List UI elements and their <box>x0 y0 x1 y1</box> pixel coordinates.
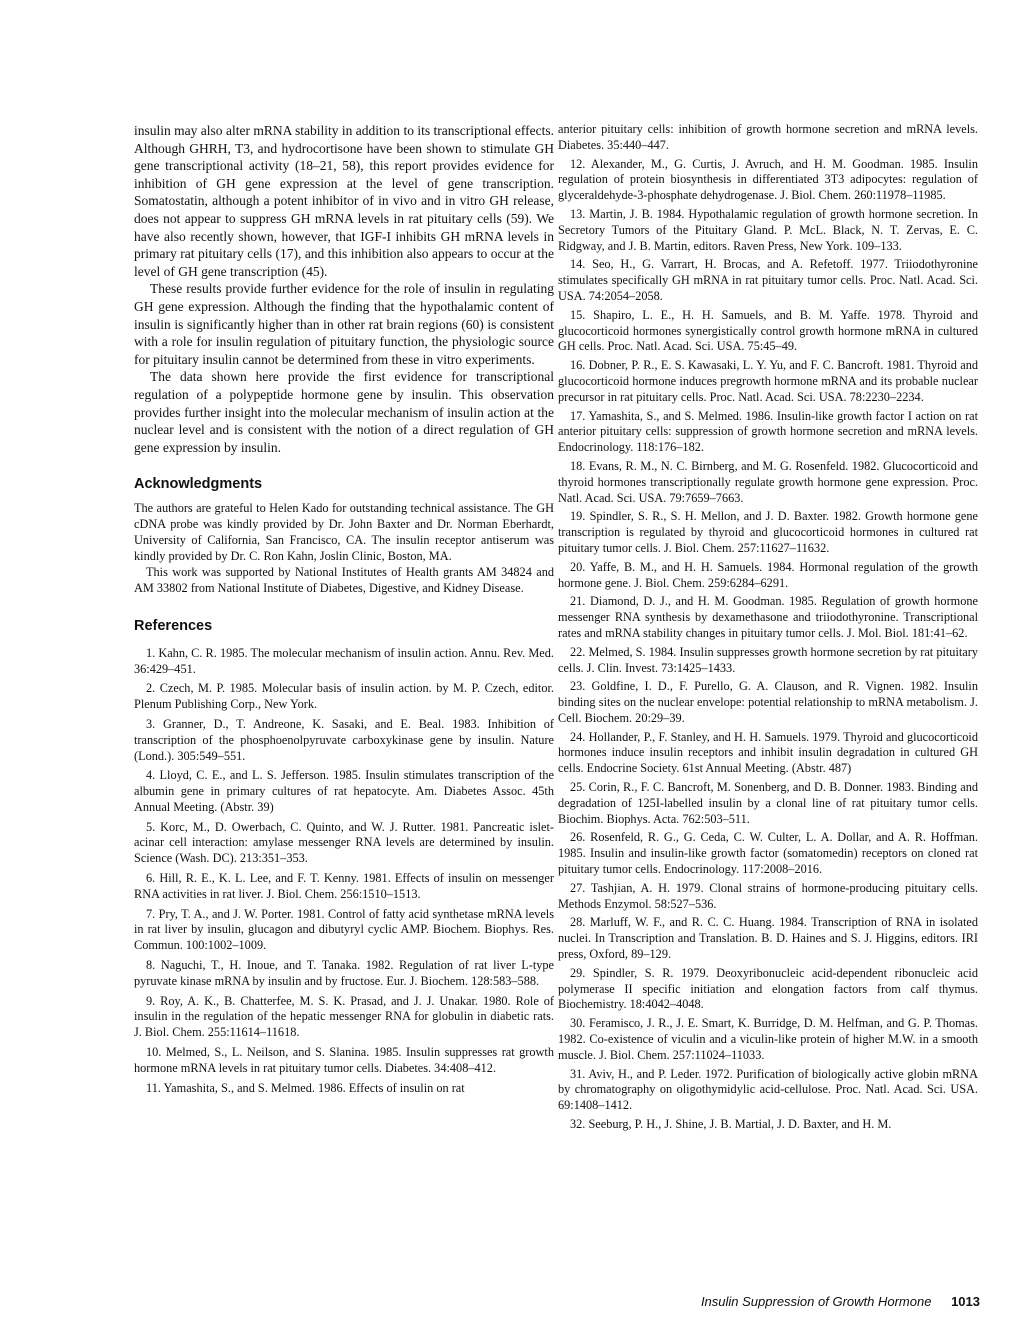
acknowledgments-paragraph-2: This work was supported by National Institutes of Health grants AM 34824 and AM 33802 from National Institute of Diabetes, Digestive, and Kidney Disease. <box>134 564 554 595</box>
reference-item: 13. Martin, J. B. 1984. Hypothalamic regulation of growth hormone secretion. In Secretory Tumors of the Pituitary Gland. P. McL. Black, N. T. Zervas, E. C. Ridgway, and J. B. Martin, editors. Raven Press, New York. 109–133. <box>558 206 978 253</box>
reference-item: 8. Naguchi, T., H. Inoue, and T. Tanaka. 1982. Regulation of rat liver L-type pyruvate kinase mRNA by insulin and by fructose. Eur. J. Biochem. 128:583–588. <box>134 958 554 988</box>
reference-item: 27. Tashjian, A. H. 1979. Clonal strains of hormone-producing pituitary cells. Methods Enzymol. 58:527–536. <box>558 880 978 911</box>
reference-item: 17. Yamashita, S., and S. Melmed. 1986. Insulin-like growth factor I action on rat anterior pituitary cells: suppression of growth hormone secretion and mRNA levels. Endocrinology. 118:176–182. <box>558 408 978 455</box>
reference-item: 7. Pry, T. A., and J. W. Porter. 1981. Control of fatty acid synthetase mRNA levels in rat liver by insulin, glucagon and dibutyryl cyclic AMP. Biochem. Biophys. Res. Commun. 100:1002–1009. <box>134 906 554 953</box>
reference-item: 24. Hollander, P., F. Stanley, and H. H. Samuels. 1979. Thyroid and glucocorticoid hormones induce insulin receptors and inhibit insulin degradation in cultured GH cells. Endocrine Society. 61st Annual Meeting. (Abstr. 487) <box>558 729 978 776</box>
reference-item: 3. Granner, D., T. Andreone, K. Sasaki, and E. Beal. 1983. Inhibition of transcription of the phosphoenolpyruvate carboxykinase gene by insulin. Nature (Lond.). 305:549–551. <box>134 716 554 763</box>
acknowledgments-heading: Acknowledgments <box>134 476 263 493</box>
reference-item: 1. Kahn, C. R. 1985. The molecular mechanism of insulin action. Annu. Rev. Med. 36:429–451. <box>134 645 554 676</box>
reference-continuation: anterior pituitary cells: inhibition of growth hormone secretion and mRNA levels. Diabetes. 35:440–447. <box>558 122 978 152</box>
reference-item: 30. Feramisco, J. R., J. E. Smart, K. Burridge, D. M. Helfman, and G. P. Thomas. 1982. Co-existence of viculin and a viculin-like protein of higher M.W. in a smooth muscle. J. Biol. Chem. 257:11024–11033. <box>558 1016 978 1062</box>
reference-item: 4. Lloyd, C. E., and L. S. Jefferson. 1985. Insulin stimulates transcription of the albumin gene in primary cultures of rat hepatocyte. Am. Diabetes Assoc. 45th Annual Meeting. (Abstr. 39) <box>134 768 554 814</box>
reference-item: 14. Seo, H., G. Varrart, H. Brocas, and A. Refetoff. 1977. Triiodothyronine stimulates specifically GH mRNA in rat pituitary tumor cells. Proc. Natl. Acad. Sci. USA. 74:2054–2058. <box>558 257 978 303</box>
reference-item: 21. Diamond, D. J., and H. M. Goodman. 1985. Regulation of growth hormone messenger RNA synthesis by dexamethasone and triiodothyronine. Transcriptional rates and mRNA stability changes in pituitary tumor cells. J. Mol. Biol. 181:41–62. <box>558 594 978 640</box>
reference-item: 10. Melmed, S., L. Neilson, and S. Slanina. 1985. Insulin suppresses rat growth hormone mRNA levels in rat pituitary tumor cells. Diabetes. 34:408–412. <box>134 1045 554 1075</box>
reference-item: 29. Spindler, S. R. 1979. Deoxyribonucleic acid-dependent ribonucleic acid polymerase II specific initiation and elongation factors from calf thymus. Biochemistry. 18:4042–4048. <box>558 965 978 1012</box>
reference-item: 26. Rosenfeld, R. G., G. Ceda, C. W. Culter, L. A. Dollar, and A. R. Hoffman. 1985. Insulin and insulin-like growth factor (somatomedin) receptors on cloned rat pituitary tumor cells. Endocrinology. 117:2008–2016. <box>558 830 978 877</box>
reference-item: 15. Shapiro, L. E., H. H. Samuels, and B. M. Yaffe. 1978. Thyroid and glucocorticoid hormones synergistically control growth hormone mRNA in cultured GH cells. Proc. Natl. Acad. Sci. USA. 75:45–49. <box>558 307 978 354</box>
right-column <box>558 122 978 1133</box>
reference-item: 2. Czech, M. P. 1985. Molecular basis of insulin action. by M. P. Czech, editor. Plenum Publishing Corp., New York. <box>134 681 554 712</box>
reference-item: 23. Goldfine, I. D., F. Purello, G. A. Clauson, and R. Vignen. 1982. Insulin binding sites on the nuclear envelope: potential relationship to mRNA metabolism. J. Cell. Biochem. 20:29–39. <box>558 679 978 725</box>
reference-item: 16. Dobner, P. R., E. S. Kawasaki, L. Y. Yu, and F. C. Bancroft. 1981. Thyroid and glucocorticoid hormone induces pregrowth hormone mRNA and its probable nuclear precursor in rat pituitary cells. Proc. Natl. Acad. Sci. USA. 78:2230–2234. <box>558 358 978 404</box>
reference-item: 18. Evans, R. M., N. C. Birnberg, and M. G. Rosenfeld. 1982. Glucocorticoid and thyroid hormones transcriptionally regulate growth hormone gene expression. Proc. Natl. Acad. Sci. USA. 79:7659–7663. <box>558 458 978 505</box>
reference-item: 20. Yaffe, B. M., and H. H. Samuels. 1984. Hormonal regulation of the growth hormone gene. J. Biol. Chem. 259:6284–6291. <box>558 559 978 590</box>
page-footer <box>701 1294 980 1309</box>
reference-item: 5. Korc, M., D. Owerbach, C. Quinto, and W. J. Rutter. 1981. Pancreatic islet-acinar cell interaction: amylase messenger RNA levels are determined by insulin. Science (Wash. DC). 213:351–353. <box>134 819 554 866</box>
reference-item: 9. Roy, A. K., B. Chatterfee, M. S. K. Prasad, and J. J. Unakar. 1980. Role of insulin in the regulation of the hepatic messenger RNA for globulin in diabetic rats. J. Biol. Chem. 255:11614–11618. <box>134 993 554 1040</box>
body-paragraph-2: These results provide further evidence for the role of insulin in regulating GH gene expression. Although the finding that the hypothalamic content of insulin is significantly higher than in other rat brain regions (60) is consistent with a role for insulin regulation of pituitary function, the physiologic source for pituitary insulin cannot be determined from these in vitro experiments. <box>134 281 554 367</box>
acknowledgments-paragraph-1: The authors are grateful to Helen Kado for outstanding technical assistance. The GH cDNA probe was kindly provided by Dr. John Baxter and Dr. Norman Eberhardt, University of California, San Francisco, CA. The insulin receptor antiserum was kindly provided by Dr. C. Ron Kahn, Joslin Clinic, Boston, MA. <box>134 501 554 563</box>
reference-item: 28. Marluff, W. F., and R. C. C. Huang. 1984. Transcription of RNA in isolated nuclei. In Transcription and Translation. B. D. Haines and S. J. Higgins, editors. IRI press, Oxford, 89–129. <box>558 915 978 962</box>
reference-item: 31. Aviv, H., and P. Leder. 1972. Purification of biologically active globin mRNA by chromatography on oligothymidylic acid-cellulose. Proc. Natl. Acad. Sci. USA. 69:1408–1412. <box>558 1066 978 1113</box>
reference-item: 22. Melmed, S. 1984. Insulin suppresses growth hormone secretion by rat pituitary cells. J. Clin. Invest. 73:1425–1433. <box>558 644 978 675</box>
reference-item: 6. Hill, R. E., K. L. Lee, and F. T. Kenny. 1981. Effects of insulin on messenger RNA activities in rat liver. J. Biol. Chem. 256:1510–1513. <box>134 871 554 901</box>
references-heading: References <box>134 617 213 634</box>
reference-item: 32. Seeburg, P. H., J. Shine, J. B. Martial, J. D. Baxter, and H. M. <box>570 1117 892 1132</box>
references-list-left <box>134 646 554 1097</box>
running-title: Insulin Suppression of Growth Hormone <box>700 1294 932 1309</box>
reference-item: 25. Corin, R., F. C. Bancroft, M. Sonenberg, and D. B. Donner. 1983. Binding and degradation of 125I-labelled insulin by a clonal line of rat pituitary tumor cells. Biochim. Biophys. Acta. 762:503–511. <box>558 780 978 826</box>
left-column <box>134 122 554 1096</box>
reference-item: 12. Alexander, M., G. Curtis, J. Avruch, and H. M. Goodman. 1985. Insulin regulation of protein biosynthesis in differentiated 3T3 adipocytes: regulation of glyceraldehyde-3-phosphate dehydrogenase. J. Biol. Chem. 260:11978–11985. <box>558 156 978 203</box>
reference-item: 11. Yamashita, S., and S. Melmed. 1986. Effects of insulin on rat <box>146 1080 465 1095</box>
page-number: 1013 <box>951 1294 980 1309</box>
reference-item: 19. Spindler, S. R., S. H. Mellon, and J. D. Baxter. 1982. Growth hormone gene transcription is regulated by thyroid and glucocorticoid hormones in cultured rat pituitary tumor cells. J. Biol. Chem. 257:11627–11632. <box>558 509 978 555</box>
body-paragraph-3: The data shown here provide the first evidence for transcriptional regulation of a polypeptide hormone gene by insulin. This observation provides further insight into the molecular mechanism of insulin action at the nuclear level and is consistent with the notion of a direct regulation of GH gene expression by insulin. <box>134 369 554 455</box>
body-paragraph-1: insulin may also alter mRNA stability in addition to its transcriptional effects. Although GHRH, T3, and hydrocortisone have been shown to stimulate GH gene transcriptional activity (18–21, 58), this report provides evidence for inhibition of GH gene expression at the level of gene transcription. Somatostatin, although a potent inhibitor of in vivo and in vitro GH release, does not appear to suppress GH mRNA levels in rat pituitary cells (59). We have also recently shown, however, that IGF-I inhibits GH mRNA levels in primary rat pituitary cells (17), and this inhibition also appears to occur at the level of GH gene transcription (45). <box>134 123 554 279</box>
